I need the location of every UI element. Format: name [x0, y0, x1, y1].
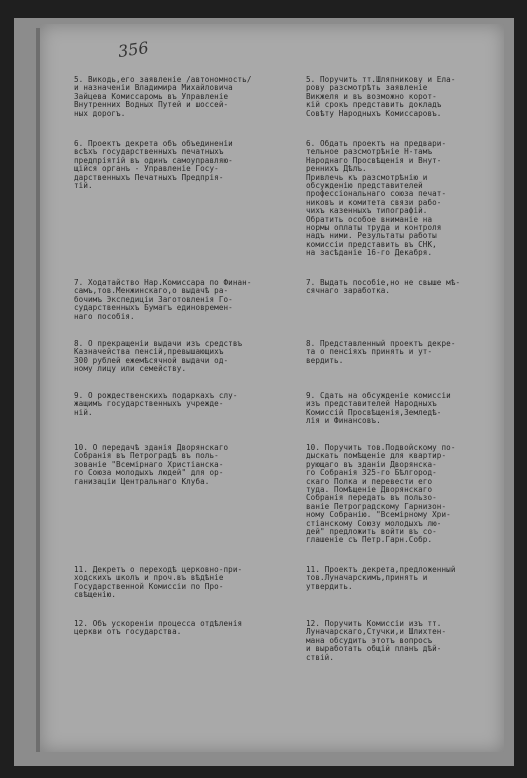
item-number: 10	[306, 443, 316, 452]
item-text: О передачѣ зданія Дворянскаго Собранія въ Петроградѣ въ поль- зованіе "Всемірнаго Христіанска- го Союза молодыхъ людей" для ор- ганизаціи Центральнаго Клуба.	[74, 443, 229, 486]
item-number: 5	[306, 75, 311, 84]
item-number: 8	[306, 339, 311, 348]
item-text: Поручить тт.Шляпникову и Ела- рову разсмотрѣть заявленіе Викжеля и въ возможно корот- кій срокъ представить докладъ Совѣту Народныхъ Комиссаровъ.	[306, 75, 456, 118]
item-10-decision: 10. Поручить тов.Подвойскому по- дыскать помѣщеніе для квартир- рующаго въ зданіи Дворянска- го Собранія 325-го Бѣлгород- скаго Полка и перевести его туда. Помѣщеніе Дворянскаго Собранія передать въ пользо- ваніе Петроградскому Гарнизон- ному Собранію. "Всемірному Хри- стіанскому Союзу молодыхъ лю- дей" предложить войти въ со- глашеніе съ Петр.Гарн.Собр.	[306, 443, 456, 545]
item-number: 10	[74, 443, 84, 452]
item-12-subject: 12. Объ ускореніи процесса отдѣленія церкви отъ государства.	[74, 619, 243, 637]
item-7-subject: 7. Ходатайство Нар.Комиссара по Финан- самъ,тов.Менжинскаго,о выдачѣ ра- бочимъ Экспедиціи Заготовленія Го- сударственныхъ Бумагъ единовремен- наго пособія.	[74, 278, 252, 321]
item-9-decision: 9. Сдать на обсужденіе комиссіи изъ представителей Народныхъ Комиссій Просвѣщенія,Земледѣ- лія и Финансовъ.	[306, 391, 451, 426]
item-text: Представленный проектъ декре- та о пенсіяхъ принять и ут- вердить.	[306, 339, 456, 365]
item-text: Поручить Комиссіи изъ тт. Луначарскаго,Стучки,и Шлихтен- мана обсудить этотъ вопросъ и выработать общій планъ дѣй- ствій.	[306, 619, 447, 662]
item-text: Обдать проектъ на предвари- тельное разсмотрѣніе Н-тамъ Народнаго Просвѣщенія и Внут- реннихъ Дѣлъ. Привлечь къ разсмотрѣнію и обсужденію представителей профессіональнаго союза печат- никовъ и комитета связи рабо- чихъ казенныхъ типографій. Обратить особое вниманіе на нормы оплаты труда и контроля надъ ними. Результаты работы комиссіи представить въ СНК, на засѣданіе 16-го Декабря.	[306, 139, 447, 258]
item-number: 6	[306, 139, 311, 148]
item-text: О рождественскихъ подаркахъ слу- жащимъ государственныхъ учрежде- ній.	[74, 391, 238, 417]
item-number: 11	[74, 565, 84, 574]
item-text: Выдать пособіе,но не свыше мѣ- сячнаго заработка.	[306, 278, 461, 296]
item-8-decision: 8. Представленный проектъ декре- та о пенсіяхъ принять и ут- вердить.	[306, 339, 456, 365]
item-11-subject: 11. Декретъ о переходѣ церковно-при- ходскихъ школъ и проч.въ вѣдѣніе Государственной Комиссіи по Про- свѣщенію.	[74, 565, 243, 600]
item-number: 9	[74, 391, 79, 400]
item-text: Сдать на обсужденіе комиссіи изъ представителей Народныхъ Комиссій Просвѣщенія,Земледѣ- лія и Финансовъ.	[306, 391, 451, 426]
item-number: 7	[306, 278, 311, 287]
item-text: Объ ускореніи процесса отдѣленія церкви отъ государства.	[74, 619, 243, 637]
item-7-decision: 7. Выдать пособіе,но не свыше мѣ- сячнаго заработка.	[306, 278, 461, 296]
item-number: 12	[74, 619, 84, 628]
item-text: Декретъ о переходѣ церковно-при- ходскихъ школъ и проч.въ вѣдѣніе Государственной Комиссіи по Про- свѣщенію.	[74, 565, 243, 600]
item-5-decision: 5. Поручить тт.Шляпникову и Ела- рову разсмотрѣть заявленіе Викжеля и въ возможно корот- кій срокъ представить докладъ Совѣту Народныхъ Комиссаровъ.	[306, 75, 456, 118]
item-10-subject: 10. О передачѣ зданія Дворянскаго Собранія въ Петроградѣ въ поль- зованіе "Всемірнаго Христіанска- го Союза молодыхъ людей" для ор- ганизаціи Центральнаго Клуба.	[74, 443, 229, 486]
item-number: 9	[306, 391, 311, 400]
item-number: 12	[306, 619, 316, 628]
item-8-subject: 8. О прекращеніи выдачи изъ средствъ Казначейства пенсій,превышающихъ 300 рублей ежемѣсячной выдачи од- ному лицу или семейству.	[74, 339, 243, 374]
item-5-subject: 5. Викодь,его заявленіе /автономность/ и назначеніи Владимира Михайловича Зайцева Комиссаромь въ Управленіе Внутренних Водных Путей и шоссей- ных дорогъ.	[74, 75, 252, 118]
item-number: 5	[74, 75, 79, 84]
item-text: Ходатайство Нар.Комиссара по Финан- самъ,тов.Менжинскаго,о выдачѣ ра- бочимъ Экспедиціи Заготовленія Го- сударственныхъ Бумагъ единовремен- наго пособія.	[74, 278, 252, 321]
item-12-decision: 12. Поручить Комиссіи изъ тт. Луначарскаго,Стучки,и Шлихтен- мана обсудить этотъ вопросъ и выработать общій планъ дѣй- ствій.	[306, 619, 447, 662]
item-11-decision: 11. Проектъ декрета,предложенный тов.Луначарскимъ,принять и утвердить.	[306, 565, 456, 591]
item-9-subject: 9. О рождественскихъ подаркахъ слу- жащимъ государственныхъ учрежде- ній.	[74, 391, 238, 417]
item-text: Поручить тов.Подвойскому по- дыскать помѣщеніе для квартир- рующаго въ зданіи Дворянска- го Собранія 325-го Бѣлгород- скаго Полка и перевести его туда. Помѣщеніе Дворянскаго Собранія передать въ пользо- ваніе Петроградскому Гарнизон- ному Собранію. "Всемірному Хри- стіанскому Союзу молодыхъ лю- дей" предложить войти въ со- глашеніе съ Петр.Гарн.Собр.	[306, 443, 456, 545]
item-text: Викодь,его заявленіе /автономность/ и назначеніи Владимира Михайловича Зайцева Комиссаромь въ Управленіе Внутренних Водных Путей и шоссей- ных дорогъ.	[74, 75, 252, 118]
item-text: Проектъ декрета объ объединеніи всѣхъ государственныхъ печатныхъ предпріятій въ одинъ самоуправляю- щійся органъ - Управленіе Госу- дарственныхъ Печатныхъ Предпрія- тій.	[74, 139, 233, 191]
item-text: Проектъ декрета,предложенный тов.Луначарскимъ,принять и утвердить.	[306, 565, 456, 591]
item-6-subject: 6. Проектъ декрета объ объединеніи всѣхъ государственныхъ печатныхъ предпріятій въ одинъ самоуправляю- щійся органъ - Управленіе Госу- дарственныхъ Печатныхъ Предпрія- тій.	[74, 139, 233, 191]
item-number: 6	[74, 139, 79, 148]
item-number: 8	[74, 339, 79, 348]
item-number: 11	[306, 565, 316, 574]
item-6-decision: 6. Обдать проектъ на предвари- тельное разсмотрѣніе Н-тамъ Народнаго Просвѣщенія и Внут- реннихъ Дѣлъ. Привлечь къ разсмотрѣнію и обсужденію представителей профессіональнаго союза печат- никовъ и комитета связи рабо- чихъ казенныхъ типографій. Обратить особое вниманіе на нормы оплаты труда и контроля надъ ними. Результаты работы комиссіи представить въ СНК, на засѣданіе 16-го Декабря.	[306, 139, 447, 258]
archive-number: 356	[116, 37, 150, 62]
item-number: 7	[74, 278, 79, 287]
item-text: О прекращеніи выдачи изъ средствъ Казначейства пенсій,превышающихъ 300 рублей ежемѣсячной выдачи од- ному лицу или семейству.	[74, 339, 243, 374]
